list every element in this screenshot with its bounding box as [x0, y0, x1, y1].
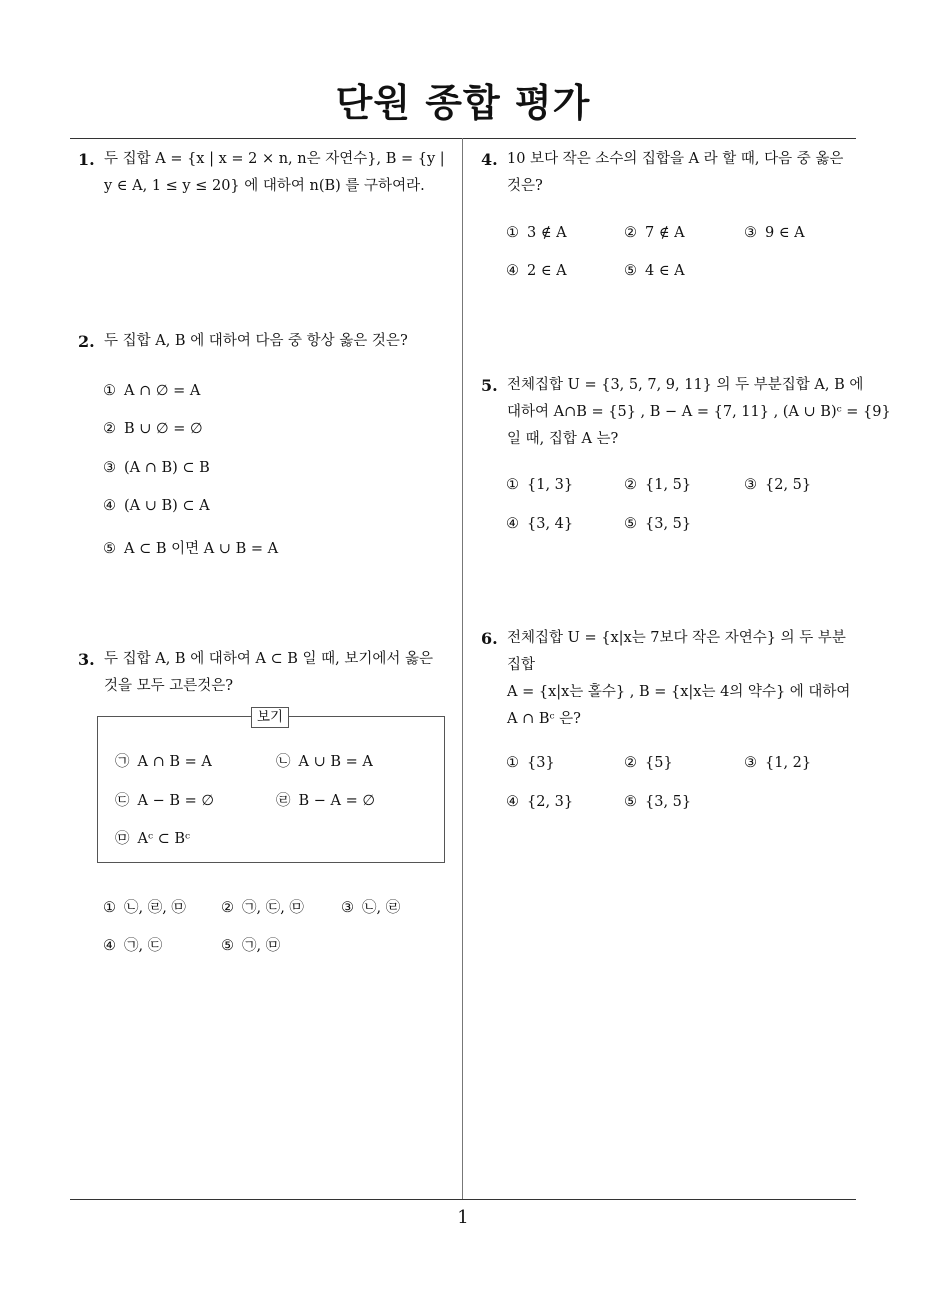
- option-2[interactable]: ② ㉠, ㉢, ㉤: [221, 900, 304, 916]
- option-2[interactable]: ② 7 ∉ A: [624, 225, 685, 241]
- bogi-item-3: ㉢ A − B = ∅: [115, 793, 214, 809]
- question-6: [481, 625, 861, 733]
- question-text-line: 10 보다 작은 소수의 집합을 A 라 할 때, 다음 중 옳은: [507, 151, 844, 167]
- page-title: 단원 종합 평가: [335, 81, 591, 125]
- option-5[interactable]: ⑤ {3, 5}: [624, 516, 692, 532]
- bottom-rule: [70, 1199, 856, 1200]
- question-3: [78, 646, 458, 700]
- option-1[interactable]: ① A ∩ ∅ = A: [103, 383, 201, 399]
- option-2[interactable]: ② {1, 5}: [624, 477, 692, 493]
- question-5: [481, 372, 891, 453]
- question-text-line: A = {x|x는 홀수} , B = {x|x는 4의 약수} 에 대하여: [507, 684, 851, 700]
- option-1[interactable]: ① {1, 3}: [506, 477, 574, 493]
- option-1[interactable]: ① 3 ∉ A: [506, 225, 567, 241]
- question-text-line: 전체집합 U = {x|x는 7보다 작은 자연수} 의 두 부분: [507, 630, 846, 646]
- bogi-box: [97, 709, 445, 863]
- option-5[interactable]: ⑤ 4 ∈ A: [624, 263, 685, 279]
- option-3[interactable]: ③ {1, 2}: [744, 755, 812, 771]
- question-text-line: 것을 모두 고른것은?: [104, 678, 234, 694]
- question-text-line: 것은?: [507, 178, 543, 194]
- question-4: [481, 146, 861, 200]
- bogi-label: 보기: [251, 707, 289, 728]
- question-text-line: A ∩ Bᶜ 은?: [507, 711, 581, 727]
- column-divider: [462, 138, 463, 1200]
- question-text-line: 대하여 A∩B = {5} , B − A = {7, 11} , (A ∪ B)ᶜ = {9}: [507, 404, 891, 420]
- question-2: [78, 328, 458, 355]
- option-4[interactable]: ④ (A ∪ B) ⊂ A: [103, 498, 210, 514]
- question-number: 3.: [78, 650, 95, 669]
- option-3[interactable]: ③ {2, 5}: [744, 477, 812, 493]
- option-3[interactable]: ③ (A ∩ B) ⊂ B: [103, 460, 210, 476]
- bogi-item-4: ㉣ B − A = ∅: [276, 793, 375, 809]
- page-number: 1: [457, 1207, 469, 1228]
- option-5[interactable]: ⑤ A ⊂ B 이면 A ∪ B = A: [103, 541, 279, 557]
- question-text-line: 두 집합 A, B 에 대하여 다음 중 항상 옳은 것은?: [104, 333, 408, 349]
- question-text-line: y ∈ A, 1 ≤ y ≤ 20} 에 대하여 n(B) 를 구하여라.: [104, 178, 425, 194]
- question-text-line: 두 집합 A = {x | x = 2 × n, n은 자연수}, B = {y |: [104, 151, 445, 167]
- bogi-item-1: ㉠ A ∩ B = A: [115, 754, 212, 770]
- question-text-line: 두 집합 A, B 에 대하여 A ⊂ B 일 때, 보기에서 옳은: [104, 651, 434, 667]
- option-3[interactable]: ③ 9 ∈ A: [744, 225, 805, 241]
- option-4[interactable]: ④ ㉠, ㉢: [103, 938, 163, 954]
- option-5[interactable]: ⑤ ㉠, ㉤: [221, 938, 281, 954]
- option-2[interactable]: ② B ∪ ∅ = ∅: [103, 421, 203, 437]
- option-4[interactable]: ④ 2 ∈ A: [506, 263, 567, 279]
- option-1[interactable]: ① {3}: [506, 755, 555, 771]
- question-text-line: 일 때, 집합 A 는?: [507, 431, 619, 447]
- bogi-item-5: ㉤ Aᶜ ⊂ Bᶜ: [115, 831, 191, 847]
- question-number: 5.: [481, 376, 498, 395]
- top-rule: [70, 138, 856, 139]
- option-2[interactable]: ② {5}: [624, 755, 673, 771]
- question-number: 2.: [78, 332, 95, 351]
- question-1: [78, 146, 458, 200]
- question-number: 4.: [481, 150, 498, 169]
- option-4[interactable]: ④ {2, 3}: [506, 794, 574, 810]
- question-number: 6.: [481, 629, 498, 648]
- option-1[interactable]: ① ㉡, ㉣, ㉤: [103, 900, 186, 916]
- option-4[interactable]: ④ {3, 4}: [506, 516, 574, 532]
- question-text-line: 전체집합 U = {3, 5, 7, 9, 11} 의 두 부분집합 A, B 에: [507, 377, 864, 393]
- question-text-line: 집합: [507, 657, 536, 673]
- question-number: 1.: [78, 150, 95, 169]
- option-3[interactable]: ③ ㉡, ㉣: [341, 900, 401, 916]
- bogi-item-2: ㉡ A ∪ B = A: [276, 754, 373, 770]
- option-5[interactable]: ⑤ {3, 5}: [624, 794, 692, 810]
